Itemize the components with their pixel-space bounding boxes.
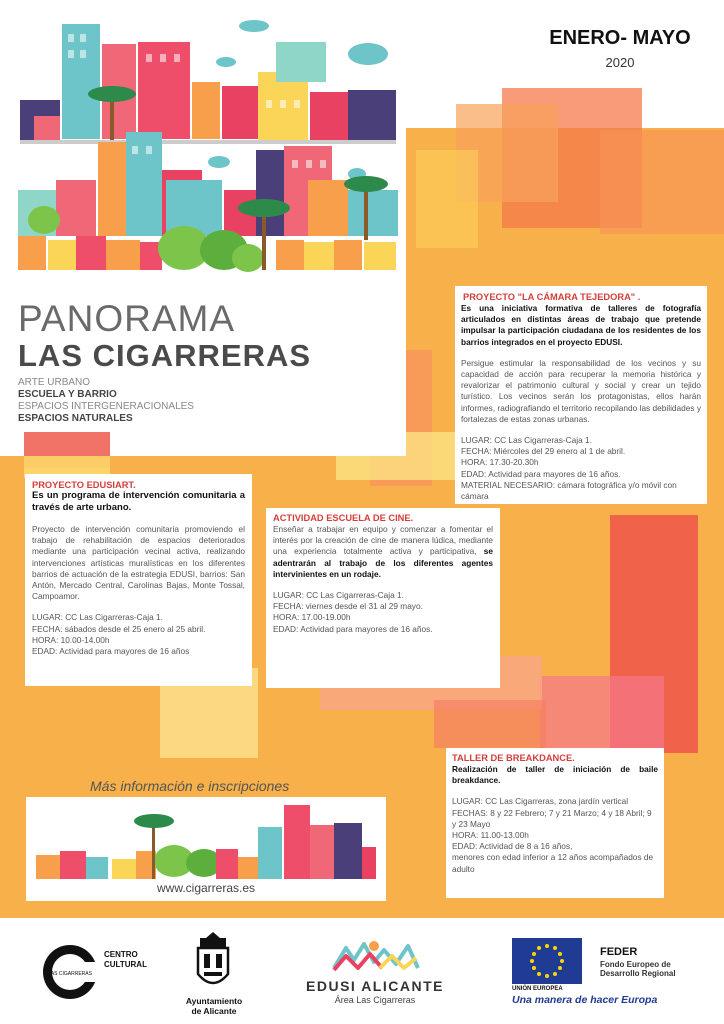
cine-body-a: Enseñar a trabajar en equipo y comenzar a fomentar el interés por la creación de cine de manera lúdica, mediante una experiencia totalmente activa y participativa, xyxy=(273,524,493,557)
cine-card xyxy=(266,508,500,688)
edusiart-hora: HORA: 10.00-14.00h xyxy=(32,634,110,645)
cine-title: ACTIVIDAD ESCUELA DE CINE. xyxy=(273,513,414,523)
edusiart-edad: EDAD: Actividad para mayores de 16 años xyxy=(32,646,190,657)
cine-hora: HORA: 17.00-19.00h xyxy=(273,612,351,623)
feder-line2: Desarrollo Regional xyxy=(600,969,676,978)
breakdance-card xyxy=(446,748,664,898)
bg-square xyxy=(600,130,724,234)
ayuntamiento-crest-icon xyxy=(192,930,234,994)
cine-fecha: FECHA: viernes desde el 31 al 29 mayo. xyxy=(273,601,423,612)
camara-lugar: LUGAR: CC Las Cigarreras-Caja 1. xyxy=(461,435,592,446)
breakdance-intro: Realización de taller de iniciación de baile breakdance. xyxy=(452,764,658,786)
feder-title: FEDER xyxy=(600,946,638,958)
cigarreras-logo-icon xyxy=(40,942,100,1002)
edusiart-intro: Es un programa de intervención comunitaria a través de arte urbano. xyxy=(32,490,245,513)
edusiart-card xyxy=(25,474,252,686)
cine-body xyxy=(273,524,493,580)
info-label: Más información e inscripciones xyxy=(90,778,290,794)
camara-material: MATERIAL NECESARIO: cámara fotográfica y/o móvil con cámara xyxy=(461,479,677,502)
breakdance-edad2: menores con edad inferior a 12 años acompañados de adulto xyxy=(452,852,654,874)
camara-hora: HORA: 17.30-20.30h xyxy=(461,457,539,468)
feder-motto: Una manera de hacer Europa xyxy=(512,994,658,1006)
edusiart-lugar: LUGAR: CC Las Cigarreras-Caja 1. xyxy=(32,612,163,623)
breakdance-hora: HORA: 11.00-13.00h xyxy=(452,830,529,841)
brand-title-light: PANORAMA xyxy=(18,298,236,339)
brand-subtitle-1: ARTE URBANO xyxy=(18,377,91,388)
edusi-title: EDUSI ALICANTE xyxy=(306,978,444,994)
edusi-subtitle: Área Las Cigarreras xyxy=(334,995,416,1005)
city-illustration xyxy=(14,14,398,272)
camara-edad: EDAD: Actividad para mayores de 16 años. xyxy=(461,468,621,479)
cine-lugar: LUGAR: CC Las Cigarreras-Caja 1. xyxy=(273,590,404,601)
breakdance-lugar: LUGAR: CC Las Cigarreras, zona jardín vertical xyxy=(452,796,629,807)
cine-edad: EDAD: Actividad para mayores de 16 años. xyxy=(273,623,433,634)
camara-body: Persigue estimular la responsabilidad de los vecinos y su capacidad de acción para recuperar la memoria histórica y revalorizar el patrimonio cultural y social y crear un tejido turístico. Los vecinos serán los protagonistas, ellos harán informes, radiografiando el territorio recopilando las debilidades y fortalezas de estas zonas urbanas. xyxy=(461,357,701,424)
info-url[interactable]: www.cigarreras.es xyxy=(156,881,256,895)
ayto-line1: Ayuntamiento xyxy=(185,996,243,1006)
eu-label: UNIÓN EUROPEA xyxy=(512,986,563,992)
edusiart-fecha: FECHA: sábados desde el 25 enero al 25 abril. xyxy=(32,623,206,634)
camara-intro: Es una iniciativa formativa de talleres de fotografía articulados en distintas áreas de trabajo que pretende impulsar la participación ciudadana de los residentes de los barrios integrados en el proyecto EDUSI. xyxy=(461,303,701,347)
brand-subtitle-2: ESCUELA Y BARRIO xyxy=(18,389,117,400)
edusiart-title: PROYECTO EDUSIART. xyxy=(32,480,136,490)
breakdance-title: TALLER DE BREAKDANCE. xyxy=(452,753,575,763)
edusiart-body: Proyecto de intervención comunitaria promoviendo el trabajo de rehabilitación de espacios deteriorados mediante una participación vecinal activa, realizando intervenciones artísticas muralísticas en los diferentes barrios de actuación de la estrategia EDUSI, barrios: San Antón, Mercado Central, Carolinas Bajas, Monte Tossal, Campoamor. xyxy=(32,524,245,602)
footer xyxy=(0,918,724,1024)
breakdance-edad: EDAD: Actividad de 8 a 16 años, xyxy=(452,841,573,852)
camara-title: PROYECTO "LA CÁMARA TEJEDORA" . xyxy=(463,292,641,302)
brand-subtitle-4: ESPACIOS NATURALES xyxy=(18,413,133,424)
cc-line2: CULTURAL xyxy=(104,960,147,969)
brand-subtitle-3: ESPACIOS INTERGENERACIONALES xyxy=(18,401,194,412)
edusi-logo-icon xyxy=(330,938,420,972)
bg-square xyxy=(434,700,546,748)
cc-line1: CENTRO xyxy=(104,950,138,959)
period-year: 2020 xyxy=(605,55,635,70)
breakdance-fechas: FECHAS: 8 y 22 Febrero; 7 y 21 Marzo; 4 y 18 Abril; 9 y 23 Mayo xyxy=(452,807,652,829)
brand-title-bold: LAS CIGARRERAS xyxy=(18,338,312,373)
eu-flag-icon xyxy=(512,938,582,984)
period-title: ENERO- MAYO xyxy=(549,27,691,49)
ayto-line2: de Alicante xyxy=(191,1006,237,1016)
camara-fecha: FECHA: Miércoles del 29 enero al 1 de abril. xyxy=(461,446,626,457)
info-city-illustration xyxy=(32,801,377,879)
bg-square xyxy=(416,150,478,248)
cigarreras-ring-text: LAS CIGARRERAS xyxy=(48,971,92,977)
cine-body-b: se adentrarán al trabajo de los diferentes agentes intervinientes en un rodaje. xyxy=(273,546,493,579)
feder-line1: Fondo Europeo de xyxy=(600,960,671,969)
camara-card xyxy=(455,286,707,504)
info-card xyxy=(26,797,386,901)
